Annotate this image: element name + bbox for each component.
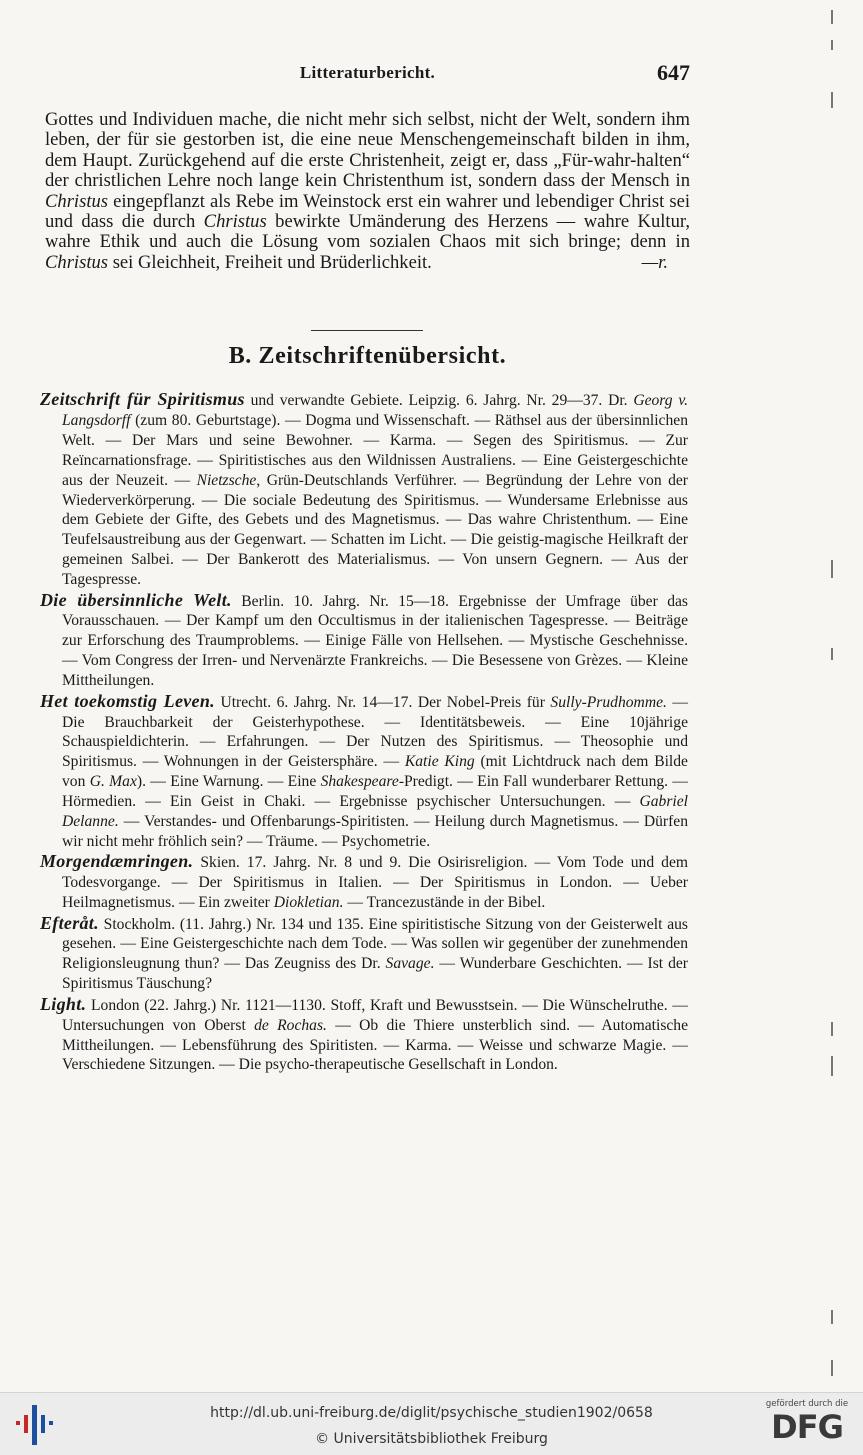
entry-text: Stockholm. (11. Jahrg.) Nr. 134 und 135. Eine spiritistische Sitzung von der Geisterwelt aus gesehen. — Eine Geistergeschichte nach dem Tode. — Was sollen wir gegenüber der zunehmenden Religionsleugnung thun? — Das Zeugniss des Dr. [62,915,688,973]
journal-title: Het toekomstig Leven. [40,690,215,711]
entry-text: Skien. 17. Jahrg. Nr. 8 und 9. Die Osirisreligion. — Vom Tode und dem Todesvorgange. — Der Spiritismus in Italien. — Der Spiritismus in London. — Ueber Heilmagnetismus. — Ein zweiter [62,854,688,912]
entry-text: — Trancezustände in der Bibel. [343,894,546,912]
document-url[interactable]: http://dl.ub.uni-freiburg.de/diglit/psychische_studien1902/0658 [210,1405,653,1421]
entry-text: — Ob die Thiere unsterblich sind. — Automatische Mittheilungen. — Lebensführung des Spiritisten. — Karma. — Weisse und schwarze Magie. — Verschiedene Sitzungen. — Die psycho-therapeutische Gesellschaft in London. [62,1016,689,1074]
entry-text: — Wunderbare Geschichten. — Ist der Spiritismus Täuschung? [62,955,688,993]
review-signature: —r. [641,251,668,273]
entry-text: — Die Brauchbarkeit der Geisterhypothese. — Identitätsbeweis. — Eine 10jährige Schauspieldichterin. — Erfahrungen. — Der Nutzen des Spiritismus. — Theosophie und Spiritismus. — Wohnungen in der Geistersphäre. — [62,693,688,771]
entry-text: Utrecht. 6. Jahrg. Nr. 14—17. Der Nobel-Preis für [214,693,551,711]
journal-entries [40,390,688,1076]
italic-name: Shakespeare [320,773,399,791]
entry-text: (mit Lichtdruck nach dem Bilde von [62,753,688,791]
entry-text: ). — Eine Warnung. — Eine [136,773,321,791]
journal-title: Zeitschrift für Spiritismus [40,389,245,409]
journal-entry [40,852,688,913]
previous-section-text [45,110,690,273]
italic-name: Sully-Prudhomme. [550,693,667,711]
italic-name: Gabriel Delanne. [62,793,688,831]
entry-text: , Grün-Deutschlands Verführer. — Begründung der Lehre von der Wiederverkörperung. — Die sociale Bedeutung des Spiritismus. — Wundersame Erlebnisse aus dem Gebiete der Gifte, des Gebets und des Magnetismus. — Das wahre Christenthum. — Eine Teufelsaustreibung aus der Gegenwart. — Schatten im Licht. — Die geistig-magische Heilkraft der gemeinen Salbei. — Der Bankerott des Materialismus. — Von unsern Gegnern. — Aus der Tagespresse. [62,471,688,589]
section-divider [311,330,423,331]
italic-name: Georg v. Langsdorff [62,392,688,429]
italic-name: Diokletian. [273,894,344,912]
entry-text: — Verstandes- und Offenbarungs-Spiritisten. — Heilung durch Magnetismus. — Dürfen wir nicht mehr fröhlich sein? — Träume. — Psychometrie. [62,813,688,850]
entry-text: Berlin. 10. Jahrg. Nr. 15—18. Ergebnisse der Umfrage über das Vorausschauen. — Der Kampf um den Occultismus in der italienischen Tagespresse. — Beiträge zur Erforschung des Traumproblems. — Einige Fälle von Hellsehen. — Mystische Geschehnisse. — Vom Congress der Irren- und Nervenärzte Frankreichs. — Die Besessene von Grèzes. — Kleine Mittheilungen. [62,592,688,690]
italic-name: Christus [203,211,267,233]
dfg-funding-badge[interactable] [757,1399,857,1451]
italic-name: de Rochas. [254,1016,327,1034]
page-header [45,60,690,88]
italic-name: G. Max [89,773,137,791]
running-title: Litteraturbericht. [299,63,436,82]
viewer-footer [0,1392,863,1455]
journal-title: Morgendæmringen. [40,851,194,872]
copyright-notice: © Universitätsbibliothek Freiburg [315,1431,548,1447]
italic-name: Christus [45,251,109,273]
italic-name: Savage. [385,955,435,973]
entry-text: (zum 80. Geburtstage). — Dogma und Wissenschaft. — Räthsel aus der übersinnlichen Welt. — Der Mars und seine Bewohner. — Karma. — Segen des Spiritismus. — Zur Reïncarnationsfrage. — Spiritistisches aus den Wildnissen Australiens. — Eine Geistergeschichte aus der Neuzeit. — [62,411,688,489]
dfg-logo: DFG [771,1408,843,1446]
entry-text: und verwandte Gebiete. Leipzig. 6. Jahrg. Nr. 29—37. Dr. [244,392,634,409]
entry-text: -Predigt. — Ein Fall wunderbarer Rettung. — Hörmedien. — Ein Geist in Chaki. — Ergebnisse psychischer Untersuchungen. — [62,773,688,811]
section-heading: B. Zeitschriftenübersicht. [228,343,507,369]
journal-entry [40,591,688,692]
entry-text: London (22. Jahrg.) Nr. 1121—1130. Stoff, Kraft und Bewusstsein. — Die Wünschelruthe. — Untersuchungen von Oberst [62,996,688,1034]
italic-name: Christus [45,190,109,212]
journal-title: Die übersinnliche Welt. [40,589,232,610]
journal-entry [40,914,688,995]
journal-entry [40,390,688,590]
journal-entry [40,692,688,852]
page-number: 647 [657,60,690,85]
funding-note: gefördert durch die [765,1399,849,1409]
journal-entry [40,995,688,1076]
scan-edge-marks [829,0,835,1390]
previous-section-paragraph: Gottes und Individuen mache, die nicht mehr sich selbst, nicht der Welt, sondern ihm leben, der für sie gestorben ist, die eine neue Menschengemeinschaft bilden in ihm, dem Haupt. Zurückgehend auf die erste Christenheit, zeigt er, dass „Für-wahr-halten“ der christlichen Lehre noch lange kein Christenthum ist, sondern dass der Mensch in Christus eingepflanzt als Rebe im Weinstock erst ein wahrer und lebendiger Christ sei und dass die durch Christus bewirkte Umänderung des Herzens — wahre Kultur, wahre Ethik und auch die Lösung vom sozialen Chaos mit sich bringe; denn in Christus sei Gleichheit, Freiheit und Brüderlichkeit. [45,109,690,273]
italic-name: Katie King [404,753,475,771]
journal-title: Light. [40,993,87,1014]
journal-title: Efteråt. [40,912,99,933]
italic-name: Nietzsche [196,471,257,489]
